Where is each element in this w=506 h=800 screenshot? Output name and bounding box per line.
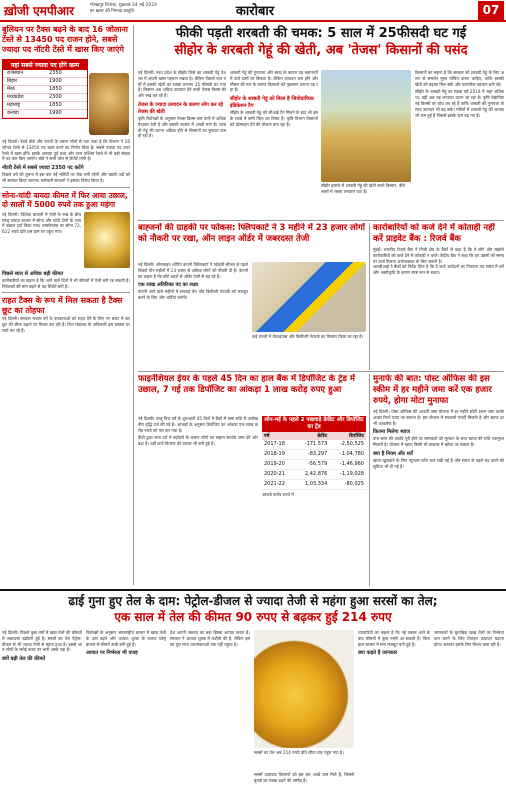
deposit-body-text: नई दिल्ली। चालू वित्त वर्ष के शुरुआती 45 दिनों में बैंकों में जमा राशि में उल्लेखनीय वृद्धि दर्ज की गई है। आंकड़ों के अनुसार डिपॉजिट का आंकड़ा एक लाख करोड़ रुपये को पार कर गया है। (138, 416, 258, 433)
price-table (2, 59, 88, 119)
main-col-2-subhead: सीहोर के शरबती गेहूं को मिला है जियोग्राफिक इंडिकेशन टैग (230, 96, 314, 110)
table-header: वर्ष (262, 432, 295, 440)
grain-photo (89, 73, 129, 135)
divider (369, 374, 370, 586)
bottom-col-4-text: सरसों उत्पादक किसानों को इस बार अच्छे दाम मिले हैं, जिससे बुवाई का रकबा बढ़ने की उम्मीद है। (254, 772, 354, 783)
divider (138, 220, 504, 221)
postoffice-body-3: खाता खुलवाने के लिए न्यूनतम राशि कम रखी गई है और समय से पहले बंद करने की सुविधा भी दी गई है। (373, 457, 504, 469)
deposit-headline (138, 374, 366, 416)
flipkart-subhead: एक लाख अतिरिक्त पद का लक्ष्य (138, 282, 199, 289)
bottom-col-1 (2, 630, 82, 798)
left-headline-2: सोना-चांदी वायदा कीमत में फिर आया उछाल, दो सालों में 5000 रुपये तक हुआ महंगा (2, 190, 128, 210)
postoffice-body-2: पांच साल की अवधि पूरी होने पर जमाकर्ता को मूलधन के साथ ब्याज की राशि एकमुश्त मिलती है। योजना में खाता किसी भी डाकघर में खोला जा सकता है। (373, 436, 504, 448)
table-header: क्रेडिट (295, 432, 330, 440)
dateline-text: गोरखपुर दिनांक, शुक्रवार 24 मई 2024 (90, 3, 157, 8)
table-row: 2019-20 -56,579 -1,46,960 (262, 460, 366, 470)
main-col-4 (415, 70, 504, 218)
left-headline-3: राहत टैक्स के रूप में मिल सकता है टैक्स छूट का तोहफा (2, 296, 123, 316)
flipkart-body (138, 262, 248, 370)
price-row: महाराष्ट्र 1850 (3, 102, 87, 110)
mustard-oil-photo (254, 630, 354, 748)
main-col-1-subhead: तेजस के ज्यादा उत्पादन के कारण लोग कर रहे तेजस की खेती (138, 101, 223, 115)
left-headline: बुलियन पर टैक्स बढ़ने के बाद 16 जोलाना टेंस्ते से 13450 पद राजन होने, सबसे ज्यादा पद नॉटरी टेंस्ते में खास किए जाएंगे (2, 25, 128, 54)
main-col-2-text: शरबती गेहूं की गुणवत्ता और स्वाद के कारण यह महानगरों में ऊंचे दामों पर बिकता है। लेकिन उत्पादन कम होने और मौसम की मार के कारण किसानों को नुकसान उठाना पड़ रहा है। (230, 70, 318, 93)
rbi-body: मुंबई। भारतीय रिजर्व बैंक ने निजी क्षेत्र के बैंकों से कहा है कि वे छोटे और मझोले कारोबारियों को कर्ज देने में कोताही न बरतें। केंद्रीय बैंक ने कहा कि इन उद्यमों को समय पर कर्ज मिलना अर्थव्यवस्था के लिए जरूरी है। (373, 247, 504, 264)
main-headline (138, 25, 504, 67)
newspaper-brand: ख़ोजी एमपीआर (4, 4, 75, 18)
bottom-col-1-subhead: क्यों बढ़ी तेल की कीमतें (2, 656, 46, 663)
postoffice-headline: मुनाफे की बात: पोस्ट ऑफिस की इस स्कीम में हर महीने जमा करें एक हजार रुपये, होगा मोटा मुनाफा (373, 374, 492, 406)
masthead (0, 0, 506, 22)
deposit-headline-text: फाइनेंशियल ईयर के पहले 45 दिन का हाल बैंक में डिपॉजिट के ट्रेड में उछाल, 7 गई तक डिपॉजिट का आंकड़ा 1 लाख करोड़ रुपए हुआ (138, 374, 355, 395)
bottom-col-5 (358, 630, 430, 798)
flipkart-headline (138, 223, 366, 259)
divider (369, 223, 370, 370)
bottom-col-2 (86, 630, 166, 798)
dateline (90, 3, 190, 15)
gold-photo (84, 212, 130, 268)
main-col-1b-text: कृषि विशेषज्ञों के अनुसार तेजस किस्म कम पानी में अधिक पैदावार देती है और इसकी बाजार में अच्छी मांग है। शरबती गेहूं की लागत अधिक होने से किसानों का मुनाफा कम हो रहा है। (138, 115, 226, 139)
table-row: 2021-22 1,03,334 -80,025 (262, 480, 366, 490)
wheat-photo-caption: सीहोर इलाके में शरबती गेहूं की खेती करते किसान, बीते सालों में रकबा लगातार घटा है। (321, 183, 405, 194)
deposit-table-grid (262, 432, 366, 490)
bottom-col-4 (254, 772, 354, 798)
main-col-3-text: किसानों का कहना है कि सरकार को शरबती गेहूं के लिए अलग से समर्थन मूल्य घोषित करना चाहिए, ताकि इसकी खेती को बढ़ावा मिल सके और पारंपरिक पहचान बनी रहे। (415, 70, 504, 87)
left-column (2, 25, 134, 585)
deposit-body-2: बैंकों द्वारा जमा दरों में बढ़ोतरी के कारण लोगों का रुझान सावधि जमा की ओर बढ़ा है। वहीं कर्ज वितरण की रफ्तार भी बनी हुई है। (138, 435, 258, 447)
section-title: कारोबार (235, 4, 275, 19)
table-header: डिपॉजिट (329, 432, 366, 440)
table-header-row (262, 432, 366, 440)
deposit-body (138, 416, 258, 586)
postoffice-subhead: कितना मिलेगा ब्याज (373, 429, 410, 436)
oil-photo-caption: सरसों का तेल अब 214 रुपये प्रति लीटर तक पहुंच गया है। (254, 750, 344, 755)
postoffice-story (373, 374, 504, 586)
bottom-col-3-text: देश अपनी जरूरत का बड़ा हिस्सा आयात करता है। सरकार ने आयात शुल्क में कटौती की है, लेकिन इसका पूरा लाभ उपभोक्ताओं तक नहीं पहुंचा है। (170, 630, 250, 647)
page-number: 07 (478, 1, 504, 20)
bottom-col-5-text: व्यापारियों का कहना है कि नई फसल आने के बाद कीमतों में कुछ नरमी आ सकती है। फिलहाल बाजार में मांग मजबूत बनी हुई है। (358, 630, 430, 647)
flipkart-photo-caption: कई राज्यों में वेयरहाउस और डिलीवरी नेटवर्क का विस्तार किया जा रहा है। (252, 334, 364, 339)
wheat-field-photo (321, 70, 411, 182)
deposit-table-title: लोन-मई के पहले 2 पखवाड़े क्रेडिट और डिपॉजिट का ट्रेंड (262, 416, 366, 432)
bottom-col-2-subhead: आयात पर निर्भरता भी वजह (86, 650, 138, 657)
main-col-4-text: सीहोर के शरबती गेहूं का रकबा वर्ष 2019 में जहां अधिक था, वहीं अब यह लगातार घटता जा रहा है। कृषि वैज्ञानिक नई किस्मों पर शोध कर रहे हैं ताकि शरबती की गुणवत्ता के साथ उत्पादन भी बढ़ सके। मंडियों में शरबती गेहूं की आवक भी कम हुई है जिससे इसके दाम बढ़ गए हैं। (415, 89, 504, 118)
table-note: आंकड़े करोड़ रुपये में (262, 492, 294, 497)
main-col-1-text: नई दिल्ली। मध्य प्रदेश के सीहोर जिले का शरबती गेहूं देश भर में अपनी खास पहचान रखता है। लेकिन पिछले पांच वर्षों में इसकी खेती का रकबा लगभग 25 फीसदी घट गया है। किसान अब अधिक उत्पादन देने वाली तेजस किस्म की ओर रुख कर रहे हैं। (138, 70, 226, 99)
main-col-2b-text: सीहोर के शरबती गेहूं को जीआई टैग मिलने के बाद भी इसके रकबे में कमी चिंता का विषय है। कृषि विभाग किसानों को प्रोत्साहन देने की योजना बना रहा है। (230, 110, 318, 127)
left-subhead-2: पिछले साल से अधिक बढ़ी कीमत (2, 270, 64, 277)
bottom-col-3 (170, 630, 250, 798)
tagline-text: हर ख़बर की निष्पक्ष प्रस्तुति (90, 9, 135, 14)
postoffice-subhead-2: क्या है नियम और शर्तें (373, 450, 413, 457)
bottom-headline-line2: एक साल में तेल की कीमत 90 रुपए से बढ़कर हुई 214 रुपए (114, 610, 392, 624)
bottom-col-6-text: जानकारों के मुताबिक खाद्य तेलों पर निर्भरता कम करने के लिए तिलहन उत्पादन बढ़ाना होगा। सरकार इसके लिए मिशन चला रही है। (434, 630, 504, 647)
bottom-headline (0, 589, 506, 625)
main-col-2 (230, 70, 318, 218)
table-row: 2018-19 -83,297 -1,04,780 (262, 450, 366, 460)
postoffice-body: नई दिल्ली। पोस्ट ऑफिस की आवर्ती जमा योजना में हर महीने छोटी रकम जमा करके अच्छा रिटर्न पाया जा सकता है। इस योजना में सरकारी गारंटी मिलती है और ब्याज दर भी आकर्षक है। (373, 409, 504, 426)
price-row: मेरठ 1850 (3, 86, 87, 94)
flipkart-body-2: कंपनी आने वाले महीनों में सप्लाई चेन और डिलीवरी नेटवर्क को मजबूत करने के लिए और भर्तियां करेगी। (138, 289, 248, 301)
deposit-table (262, 416, 366, 498)
table-row: 2020-21 2,42,876 -1,19,028 (262, 470, 366, 480)
left-subhead-1: नॉटरी टेंस्ते में सबसे ज्यादा 2350 पद कटेंगे (2, 165, 84, 172)
flipkart-body-text: नई दिल्ली। ऑनलाइन शॉपिंग कंपनी फ्लिपकार्ट ने त्योहारी सीजन से पहले पिछले तीन महीनों में 23 हजार से अधिक लोगों को नौकरी दी है। कंपनी का कहना है कि छोटे शहरों से ऑर्डर तेजी से बढ़ रहे हैं। (138, 262, 248, 279)
bottom-col-2-text: विशेषज्ञों के अनुसार अंतरराष्ट्रीय बाजार में खाद्य तेलों के दाम बढ़ने और आयात शुल्क के कारण घरेलू बाजार में कीमतें ऊंची बनी हुई हैं। (86, 630, 166, 647)
bottom-col-6 (434, 630, 504, 798)
rbi-headline: कारोबारियों को कर्ज देने में कोताही नहीं करें प्राइवेट बैंक : रिजर्व बैंक (373, 223, 495, 244)
main-headline-line2: सीहोर के शरबती गेहूं की खेती, अब 'तेजस' किसानों की पसंद (174, 43, 468, 58)
flipkart-headline-text: बाह्जनों की ग्राहकी पर फोकस: फ्लिपकार्ट ने 3 महीने में 23 हजार लोगों को नौकरी पर रखा, ऑन लाइन ऑर्डर में जबरदस्त तेजी (138, 223, 365, 244)
left-body-5: नई दिल्ली। सरकार मध्यम वर्ग के करदाताओं को राहत देने के लिए नए बजट में कर छूट की सीमा बढ़ाने पर विचार कर रही है। वित्त मंत्रालय के अधिकारी इस प्रस्ताव पर चर्चा कर रहे हैं। (2, 316, 130, 333)
left-body-3: नई दिल्ली। वैश्विक बाजारों में तेजी के रुख के बीच घरेलू वायदा बाजार में सोना और चांदी दोनों के भाव में उछाल दर्ज किया गया। एमसीएक्स पर सोना 72,622 रुपये प्रति दस ग्राम पर पहुंच गया। (2, 211, 81, 235)
price-row: कनाडा 1990 (3, 110, 87, 118)
bottom-col-5-subhead: क्या कहते हैं जानकार (358, 650, 398, 657)
price-table-title: यहां सबसे ज्यादा पद होंगे खत्म (3, 60, 87, 70)
rbi-body-2: आरबीआई ने बैंकों को निर्देश दिया है कि वे कर्ज आवेदनों का निपटारा तय समय में करें और अस्वीकृति के कारण स्पष्ट रूप से बताएं। (373, 264, 504, 276)
flipkart-photo (252, 262, 366, 332)
bottom-col-1-text: नई दिल्ली। पिछले कुछ वर्षों में खाद्य तेलों की कीमतों में जबरदस्त बढ़ोतरी हुई है। सरसों का तेल पेट्रोल-डीजल से भी ज्यादा तेजी से महंगा हुआ है। इससे आम लोगों के रसोई बजट पर भारी असर पड़ा है। (2, 630, 82, 653)
left-body-2: पिछले वर्ष की तुलना में इस बार नई भर्तियों पर रोक लगी रहेगी और खाली पदों को भी समाप्त किया जाएगा। कर्मचारी संगठनों ने इसका विरोध किया है। (2, 172, 130, 183)
divider (138, 371, 504, 372)
price-row: राजस्थान 2350 (3, 70, 87, 78)
table-row: 2017-18 -171,573 -2,50,525 (262, 440, 366, 450)
price-row: बिहार 1900 (3, 78, 87, 86)
left-body-4: कारोबारियों का कहना है कि आने वाले दिनों में भी कीमतों में तेजी बनी रह सकती है। निवेशकों की मांग बढ़ने से यह स्थिति बनी है। (2, 277, 130, 289)
main-col-1 (138, 70, 226, 218)
price-row: मध्यप्रदेश 2300 (3, 94, 87, 102)
rbi-story (373, 223, 504, 370)
left-body-1: नई दिल्ली। रेलवे बोर्ड और राज्यों के तमाम जोनों से पता चला है कि विभाग ने 16 जोनल रेलवे से 13450 पद खत्म करने का निर्णय लिया है। सबसे ज्यादा पद उत्तर रेलवे में खत्म होंगे। इसके अलावा पूर्व मध्य और उत्तर पश्चिम रेलवे में भी बड़ी संख्या में पद कम किए जाएंगे। बोर्ड ने सभी जोन से रिपोर्ट मांगी है। (2, 139, 130, 162)
bottom-headline-line1: ढाई गुना हुए तेल के दाम: पेट्रोल-डीजल से ज्यादा तेजी से महंगा हुआ सरसों का तेल; (68, 594, 438, 608)
main-headline-line1: फीकी पड़ती शरबती की चमक: 5 साल में 25फीसदी घट गई (175, 26, 467, 41)
